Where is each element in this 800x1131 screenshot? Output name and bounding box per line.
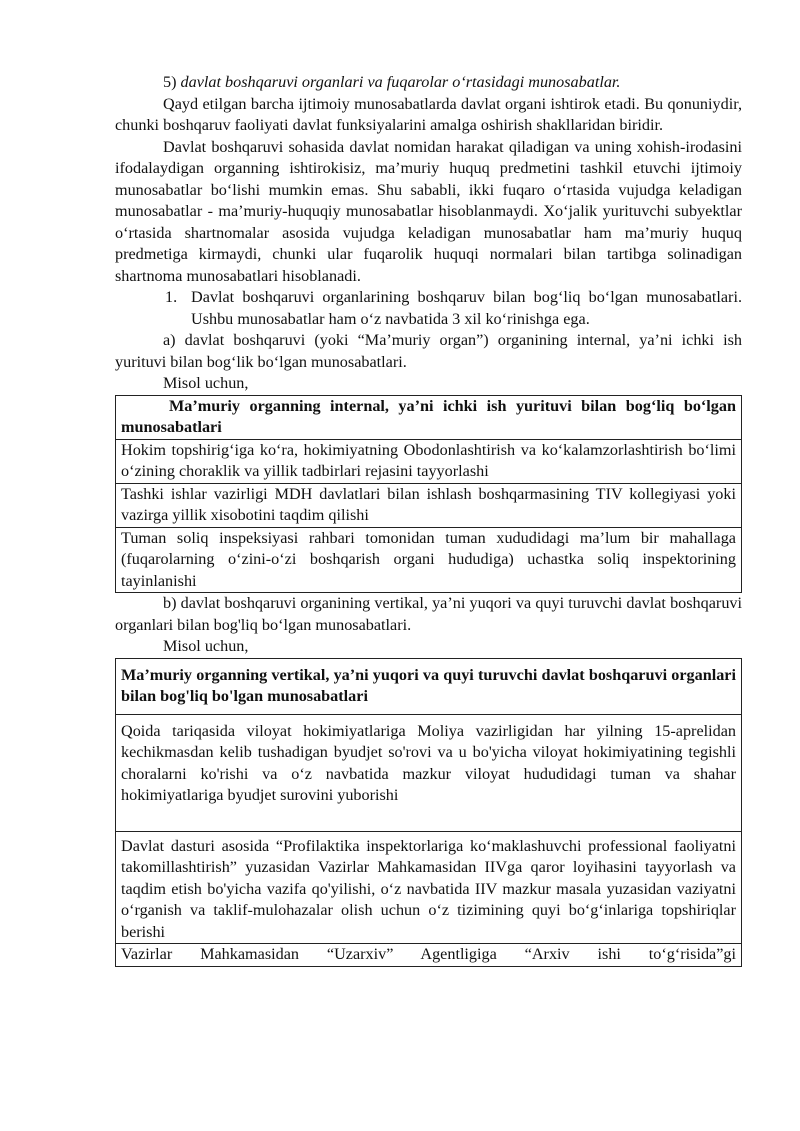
paragraph-1: Qayd etilgan barcha ijtimoiy munosabatlarda davlat organi ishtirok etadi. Bu qonuniydir, chunki boshqaruv faoliyati davlat funksiyalarini amalga oshirish shakllaridan biridir. [115,94,742,134]
table-vertical-relations [115,658,742,968]
table-row [116,483,742,527]
table-row [116,831,742,944]
table-row [116,714,742,831]
table-header-cell: Maʼmuriy organning internal, yaʼni ichki ish yurituvi bilan bogʻliq boʻlgan munosabatlari [116,395,742,439]
table-row [116,395,742,439]
table-cell: Qoida tariqasida viloyat hokimiyatlariga Moliya vazirligidan har yilning 15-aprelidan kechikmasdan kelib tushadigan byudjet so'rovi va u bo'yicha viloyat hokimiyatining tegishli choralarni ko'rishi va oʻz navbatida mazkur viloyat hududidagi tuman va shahar hokimiyatlariga byudjet surovini yuborishi [116,714,742,831]
table-internal-relations [115,395,742,594]
document-page [115,72,742,967]
paragraph-2: Davlat boshqaruvi sohasida davlat nomidan harakat qiladigan va uning xohish-irodasini ifodalaydigan organning ishtirokisiz, maʼmuriy huquq predmetini tashkil etuvchi ijtimoiy munosabatlar boʻlishi mumkin emas. Shu sababli, ikki fuqaro oʻrtasida vujudga keladigan munosabatlar - maʼmuriy-huquqiy munosabatlar hisoblanmaydi. Xoʻjalik yurituvchi subyektlar oʻrtasida shartnomalar asosida vujudga keladigan munosabatlar ham maʼmuriy huquq predmetiga kirmaydi, chunki ular fuqarolik huquqi normalari bilan tartibga solinadigan shartnoma munosabatlari hisoblanadi. [115,137,742,285]
table-row [116,439,742,483]
table-cell: Tashki ishlar vazirligi MDH davlatlari bilan ishlash boshqarmasining TIV kollegiyasi yoki vazirga yillik xisobotini taqdim qilishi [116,483,742,527]
table-row [116,944,742,967]
item-5-prefix: 5) [163,73,181,91]
numbered-item-1-text: Davlat boshqaruvi organlarining boshqaruv bilan bogʻliq boʻlgan munosabatlari. Ushbu munosabatlar ham oʻz navbatida 3 xil koʻrinishga ega. [191,288,742,328]
numbered-item-1 [115,287,742,330]
numbered-item-1-number: 1. [165,288,178,306]
table-row [116,527,742,593]
example-label-2: Misol uchun, [163,637,249,655]
sub-item-a: a) davlat boshqaruvi (yoki “Maʼmuriy organ”) organining internal, yaʼni ichki ish yurituvi bilan bogʻlik boʻlgan munosabatlari. [115,331,742,371]
table-cell: Tuman soliq inspeksiyasi rahbari tomonidan tuman xududidagi maʼlum bir mahallaga (fuqarolarning oʻzini-oʻzi boshqarish organi hududiga) uchastka soliq inspektorining tayinlanishi [116,527,742,593]
example-label-1: Misol uchun, [163,374,249,392]
table-header-cell: Maʼmuriy organning vertikal, yaʼni yuqori va quyi turuvchi davlat boshqaruvi organlari bilan bog'liq bo'lgan munosabatlari [116,658,742,714]
table-cell: Vazirlar Mahkamasidan “Uzarxiv” Agentligiga “Arxiv ishi toʻgʻrisida”gi [116,944,742,967]
sub-item-b: b) davlat boshqaruvi organining vertikal, yaʼni yuqori va quyi turuvchi davlat boshqaruvi organlari bilan bog'liq boʻlgan munosabatlari. [115,594,742,634]
table-row [116,658,742,714]
table-cell: Davlat dasturi asosida “Profilaktika inspektorlariga koʻmaklashuvchi professional faoliyatni takomillashtirish” yuzasidan Vazirlar Mahkamasidan IIVga qaror loyihasini tayyorlash va taqdim etish bo'yicha vazifa qo'yilishi, oʻz navbatida IIV mazkur masala yuzasidan vaziyatni oʻrganish va taklif-mulohazalar olish uchun oʻz tizimining quyi boʻgʻinlariga topshiriqlar berishi [116,831,742,944]
item-5-italic-text: davlat boshqaruvi organlari va fuqarolar oʻrtasidagi munosabatlar. [180,73,621,91]
table-cell: Hokim topshirigʻiga koʻra, hokimiyatning Obodonlashtirish va koʻkalamzorlashtirish boʻlimi oʻzining choraklik va yillik tadbirlari rejasini tayyorlashi [116,439,742,483]
item-5 [115,72,742,94]
